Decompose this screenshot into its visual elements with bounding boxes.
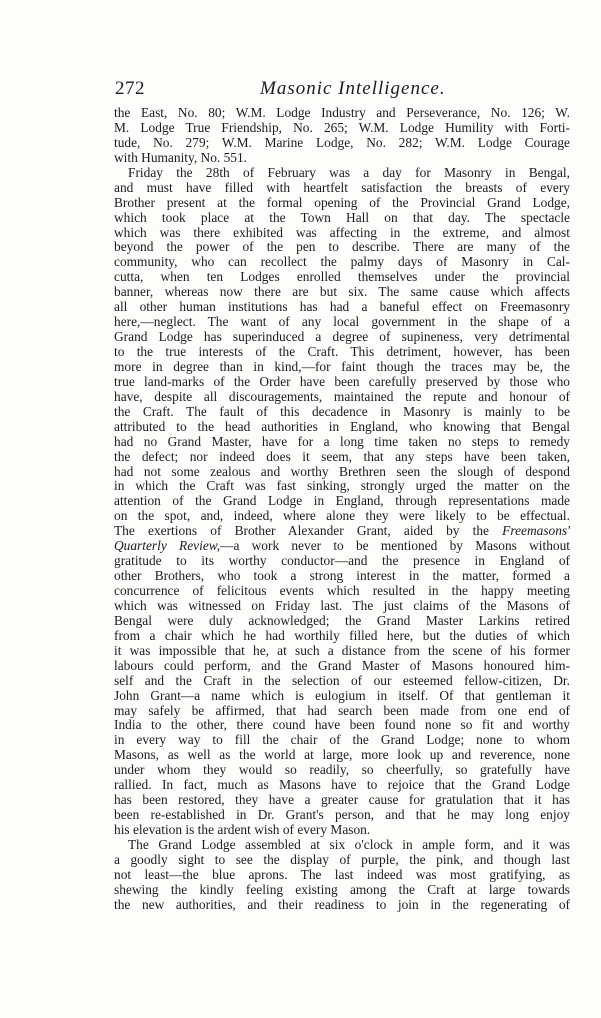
text-line: has been restored, they have a greater cause for gratulation that it has (114, 792, 570, 808)
running-title: Masonic Intelligence. (260, 78, 446, 99)
text-line: John Grant—a name which is eulogium in itself. Of that gentleman it (114, 687, 570, 703)
text-line: community, who can recollect the palmy days of Masonry in Cal- (114, 254, 570, 270)
text-line: have, despite all discouragements, maintained the repute and honour of (114, 388, 570, 404)
text-line: labours could perform, and the Grand Master of Masons honoured him- (114, 657, 570, 673)
text-line: may safely be affirmed, that had search been made from one end of (114, 702, 570, 718)
text-line: true land-marks of the Order have been carefully preserved by those who (114, 373, 570, 389)
text-line: other Brothers, who took a strong interest in the matter, formed a (114, 568, 570, 584)
text-line: in every way to fill the chair of the Grand Lodge; none to whom (114, 732, 570, 748)
text-line: the East, No. 80; W.M. Lodge Industry and Perseverance, No. 126; W. (114, 105, 570, 120)
text-line: not least—the blue aprons. The last indeed was most gratifying, as (114, 866, 570, 882)
text-line: shewing the kindly feeling existing among the Craft at large towards (114, 881, 570, 897)
text-line: M. Lodge True Friendship, No. 265; W.M. Lodge Humility with Forti- (114, 119, 570, 135)
text-line: the Craft. The fault of this decadence in Masonry is mainly to be (114, 403, 570, 419)
text-line: India to the other, there cound have been found none so fit and worthy (114, 717, 570, 733)
text-line: beyond the power of the pen to describe. There are many of the (114, 239, 570, 255)
text-line: from a chair which he had worthily filled here, but the duties of which (114, 627, 570, 643)
text-line: Friday the 28th of February was a day for Masonry in Bengal, (128, 164, 570, 180)
text-line: banner, whereas now there are but six. The same cause which affects (114, 284, 570, 300)
text-line: rallied. In fact, much as Masons have to rejoice that the Grand Lodge (114, 777, 570, 793)
text-line: Grand Lodge has superinduced a degree of supineness, very detrimental (114, 329, 570, 345)
page-number: 272 (115, 78, 145, 99)
text-line: more in degree than in kind,—for faint though the traces may be, the (114, 358, 570, 374)
text-line: The exertions of Brother Alexander Grant, aided by the Freemasons' (114, 523, 570, 539)
text-line: The Grand Lodge assembled at six o'clock in ample form, and it was (128, 836, 570, 852)
text-line: been re-established in Dr. Grant's person, and that he may long enjoy (114, 807, 570, 823)
text-line: tude, No. 279; W.M. Marine Lodge, No. 282; W.M. Lodge Courage (114, 134, 570, 150)
text-line: self and the Craft in the selection of our esteemed fellow-citizen, Dr. (114, 672, 570, 688)
text-line: in which the Craft was fast sinking, strongly urged the matter on the (114, 478, 570, 494)
text-line: which was witnessed on Friday last. The just claims of the Masons of (114, 597, 570, 613)
text-line: which took place at the Town Hall on that day. The spectacle (114, 209, 570, 225)
text-line: the new authorities, and their readiness to join in the regenerating of (114, 896, 570, 912)
text-line: to the true interests of the Craft. This detriment, however, has been (114, 344, 570, 359)
text-line: had no Grand Master, have for a long time taken no steps to remedy (114, 433, 570, 449)
text-line: and must have filled with heartfelt satisfaction the breasts of every (114, 179, 570, 195)
text-line: Brother present at the formal opening of the Provincial Grand Lodge, (114, 194, 570, 210)
text-line: a goodly sight to see the display of purple, the pink, and though last (114, 851, 570, 867)
text-line: on the spot, and, indeed, where alone they were likely to be effectual. (114, 508, 570, 524)
running-head (115, 78, 570, 102)
italic-title: Freemasons' (502, 523, 570, 539)
italic-title: Quarterly Review, (114, 538, 221, 554)
text-line: attention of the Grand Lodge in England, through representations made (114, 493, 570, 509)
text-line: attributed to the head authorities in England, who knowing that Bengal (114, 418, 570, 434)
text-line: Masons, as well as the world at large, more look up and reverence, none (114, 747, 570, 763)
text-line: all other human institutions has had a baneful effect on Freemasonry (114, 299, 570, 315)
text-line: cutta, when ten Lodges enrolled themselves under the provincial (114, 269, 570, 285)
text-line: here,—neglect. The want of any local government in the shape of a (114, 314, 570, 330)
text-line: had not some zealous and worthy Brethren seen the slough of despond (114, 463, 570, 479)
text-line: Bengal were duly acknowledged; the Grand Master Larkins retired (114, 612, 570, 628)
text-line: the defect; nor indeed does it seem, that any steps have been taken, (114, 448, 570, 464)
text-line: with Humanity, No. 551. (114, 149, 248, 165)
text-line: gratitude to its worthy conductor—and the presence in England of (114, 553, 570, 569)
text-line: which was there exhibited was affecting in the extreme, and almost (114, 224, 570, 240)
text-line: Quarterly Review,—a work never to be mentioned by Masons without (114, 538, 570, 554)
body-text (114, 106, 570, 913)
text-line: his elevation is the ardent wish of every Mason. (114, 822, 371, 837)
text-line: it was impossible that he, at such a distance from the scene of his former (114, 642, 570, 658)
text-line: concurrence of felicitous events which resulted in the happy meeting (114, 583, 570, 598)
text-line: under whom they would so readily, so cheerfully, so gratefully have (114, 762, 570, 778)
